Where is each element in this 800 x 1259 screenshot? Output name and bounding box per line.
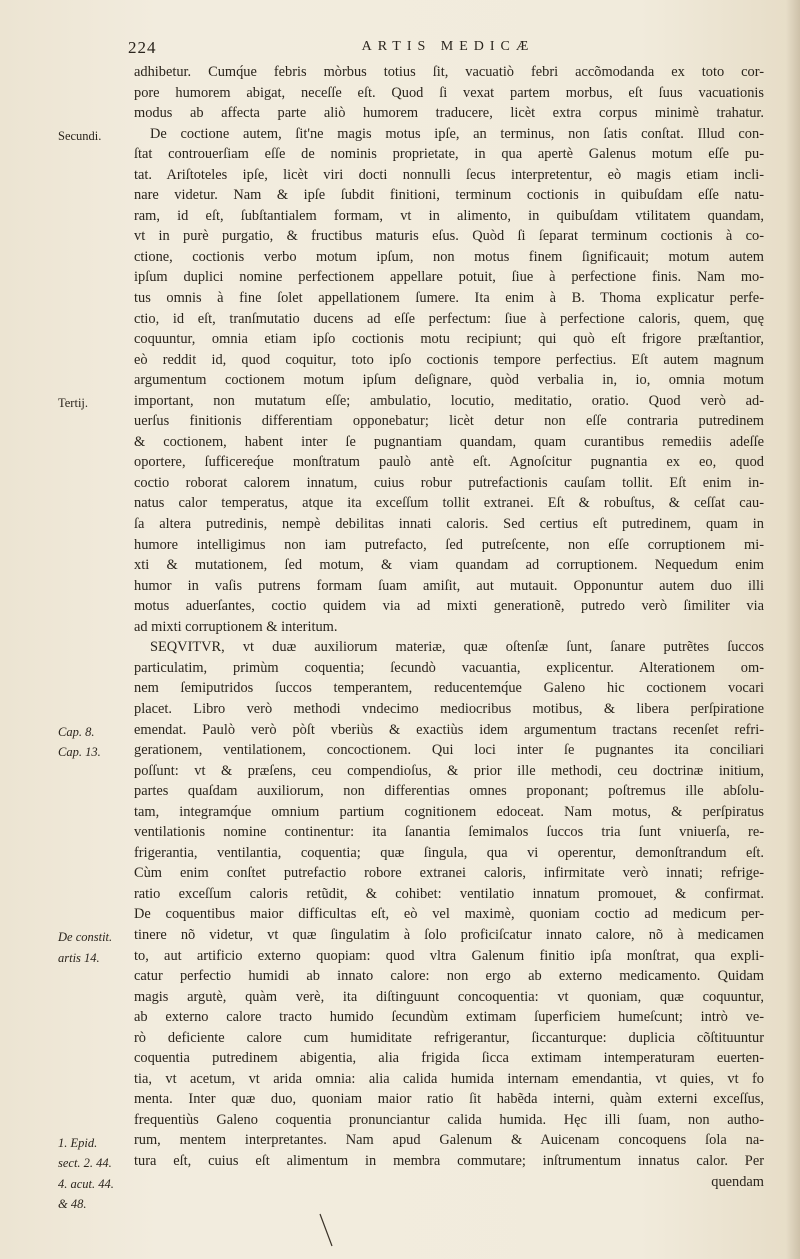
text-line: frigerantia, ventilantia, coquentia; quæ ſingula, qua vi operentur, demonſtrandum eſt.	[134, 844, 764, 861]
text-line: tia, vt acetum, vt arida omnia: alia calida humida internam emendantia, vt quies, vt fo	[134, 1070, 764, 1087]
text-line: catur perfectio humidi ab innato calore: non ergo ab externo medicamento. Quidam	[134, 968, 764, 985]
text-line: Cùm enim conſtet putrefactio robore extranei caloris, infirmitate verò innati; refrige-	[134, 865, 764, 882]
text-line: ad mixti corruptionem & interitum.	[134, 618, 338, 635]
text-line: tat. Ariſtoteles ipſe, licèt viri docti nonnulli ſecus interpretentur, eò magis etiam incli-	[134, 166, 764, 183]
text-line: De coctione autem, ſit'ne magis motus ipſe, an terminus, non ſatis conſtat. Illud con-	[150, 125, 764, 142]
text-line: humor in vaſis putrens formam ſuam amiſit, aut mutauit. Opponuntur autem duo illi	[134, 577, 764, 594]
text-line: ctione, coctionis verbo motum ipſum, non motus finem ſignificauit; motum autem	[134, 248, 764, 265]
text-line: magis argutè, quàm verè, ita diſtinguunt concoquentia: vt quoniam, quæ coquuntur,	[134, 988, 764, 1005]
text-line: natus calor temperatus, atque ita exceſſum tollit extranei. Eſt & robuſtus, & ceſſat cau-	[134, 495, 764, 512]
text-line: menta. Inter quæ duo, quoniam maior ratio ſit habẽda interni, quàm externi exceſſus,	[134, 1091, 764, 1108]
text-line: to, aut artificio externo quopiam: quod vltra Galenum finitio ipſa monſtrat, qua expli-	[134, 947, 764, 964]
text-line: humore intelligimus non iam putrefacto, ſed putreſcente, non eſſe corruptionem mi-	[134, 536, 764, 553]
body-text	[134, 62, 764, 1192]
text-line: nem ſemiputridos ſuccos temperantem, reducentemq́ue Galeno hic coctionem vocari	[134, 680, 764, 697]
text-line: quendam	[711, 1173, 764, 1190]
margin-note: & 48.	[58, 1197, 87, 1212]
margin-note: 4. acut. 44.	[58, 1176, 114, 1191]
text-line: xti & mutationem, ſed motum, & viam quandam ad corruptionem. Nequedum enim	[134, 557, 764, 574]
text-line: & coctionem, habent inter ſe pugnantiam quandam, quam curantibus remediis adeſſe	[134, 433, 764, 450]
margin-note: Secundi.	[58, 128, 102, 143]
margin-note: Tertij.	[58, 395, 89, 410]
text-line: ſtat controuerſiam eſſe de nominis proprietate, in qua apertè Galenus motum eſſe pu-	[134, 146, 764, 163]
text-line: ventilationis nomine continentur: ita ſanantia ſemimalos ſuccos tria ſunt vniuerſa, re-	[134, 824, 764, 841]
text-line: vt in purè purgatio, & fructibus maturis eſus. Quòd ſi ſeparat terminum coctionis à co-	[134, 228, 764, 245]
text-line: gerationem, ventilationem, concoctionem. Qui loci inter ſe pugnantes ita conciliari	[134, 742, 764, 759]
text-line: coquuntur, omnia etiam ipſo coctionis motu recipiunt; qui quò eſt frigore præſtantior,	[134, 331, 764, 348]
page-edge-shadow	[786, 0, 800, 1259]
page-number: 224	[128, 38, 157, 57]
text-line: emendat. Paulò verò pòſt vberiùs & exactiùs idem argumentum tractans recenſet refri-	[134, 721, 764, 738]
text-line: modus ab affecta parte aliò humorem traducere, licèt extra corpus minimè trahatur.	[134, 105, 764, 122]
text-line: SEQVITVR, vt duæ auxiliorum materiæ, quæ oſtenſæ ſunt, ſanare putrẽtes ſuccos	[150, 639, 764, 656]
text-line: ram, id eſt, ſubſtantialem formam, vt in alimento, in quibuſdam vtilitatem quandam,	[134, 207, 764, 224]
margin-note: 1. Epid.	[58, 1135, 98, 1150]
margin-note: Cap. 8.	[58, 724, 95, 739]
text-line: argumentum coctionem motum ipſum deſignare, quòd verbalia in, io, omnia motum	[134, 372, 764, 389]
margin-note: artis 14.	[58, 950, 100, 965]
text-line: adhibetur. Cumq́ue febris mòrbus totius ſit, vacuatiò febri accõmodanda ex toto cor-	[134, 64, 764, 80]
text-line: important, non mutatum eſſe; ambulatio, locutio, meditatio, oratio. Quod verò ad-	[134, 392, 764, 409]
text-line: placet. Libro verò methodi vndecimo mediocribus motibus, & libera perſpiratione	[134, 700, 764, 717]
text-line: rò deficiente calore cum humiditate refrigerantur, ſiccanturque: duplicia cõſtituuntur	[134, 1029, 764, 1046]
text-line: uerſus finitionis differentiam opponebatur; licèt detur non eſſe contraria putredinem	[134, 413, 764, 430]
text-line: nare videtur. Nam & ipſe ſubdit finitioni, terminum coctionis in quibuſdam eſſe natu-	[134, 187, 764, 204]
text-line: motus aduerſantes, coctio quidem via ad mixti generationẽ, putredo verò ſimiliter via	[134, 598, 764, 615]
text-line: partes quaſdam auxiliorum, non differentias omnes proponant; poſtremus ille abſolu-	[134, 783, 764, 800]
running-title: ARTIS MEDICÆ	[361, 39, 535, 54]
text-line: tinere nõ videtur, vt quæ ſingulatim à ſolo proficiſcatur innato calore, nõ à medicamen	[134, 926, 764, 943]
page-header	[128, 38, 768, 60]
text-line: ctio, id eſt, tranſmutatio ducens ad eſſe perfectum: ſiue à perfectione caloris, quem, quę	[134, 310, 764, 327]
margin-note: sect. 2. 44.	[58, 1156, 112, 1171]
text-line: tura eſt, cuius eſt alimentum in membra commutare; inſtrumentum innatus calor. Per	[134, 1152, 764, 1169]
text-line: frequentiùs Galeno coquentia pronunciantur calida humida. Hęc illi ſuam, non autho-	[134, 1111, 764, 1128]
text-line: pore humorem abigat, neceſſe eſt. Quod ſi vexat partem morbus, eſt ſuus vacuationis	[134, 84, 764, 101]
text-line: ab externo calore tracto humido ſecundùm extimam ſuperficiem humeſcunt; intrò ve-	[134, 1009, 764, 1026]
text-line: ratio exceſſum caloris retũdit, & cohibet: ventilatio innatum promouet, & confirmat.	[134, 885, 764, 902]
printer-mark	[318, 1212, 338, 1252]
text-line: tus omnis à fine ſolet appellationem ſumere. Ita enim à B. Thoma explicatur perfe-	[134, 290, 764, 307]
text-line: rum, mentem interpretantes. Nam apud Galenum & Auicenam concoquens ſola na-	[134, 1132, 764, 1149]
margin-note: Cap. 13.	[58, 745, 101, 760]
text-line: oportere, ſufficereq́ue monſtratum paulò antè eſt. Agnoſcitur pugnantia ex eo, quod	[134, 454, 764, 471]
text-line: particulatim, primùm coquentia; ſecundò vacuantia, explicentur. Alterationem om-	[134, 659, 764, 676]
text-line: coquentia putredinem abigentia, alia frigida ſicca extimam intemperaturam euerten-	[134, 1050, 764, 1067]
text-line: tam, integramq́ue omnium partium cognitionem edoceat. Nam motus, & perſpiratus	[134, 803, 764, 820]
text-line: De coquentibus maior difficultas eſt, eò vel maximè, quoniam coctio ad medicum per-	[134, 906, 764, 923]
text-line: ipſum duplici nomine perfectionem appellare potuit, ſiue à perfectione finis. Nam mo-	[134, 269, 764, 286]
text-line: poſſunt: vt & præſens, ceu compendioſus, & prior ille methodi, ceu doctrinæ initium,	[134, 762, 764, 779]
text-line: ſa altera putredinis, nempè debilitas innati caloris. Sed certius eſt putredinem, quam in	[134, 516, 764, 533]
margin-note: De constit.	[58, 930, 113, 945]
text-line: eò reddit id, quod coquitur, toto ipſo coctionis tempore perfectius. Eſt autem magnum	[134, 351, 764, 368]
text-line: coctio roborat calorem innatum, cuius robur putrefactionis cauſam tollit. Eſt enim in-	[134, 474, 764, 491]
